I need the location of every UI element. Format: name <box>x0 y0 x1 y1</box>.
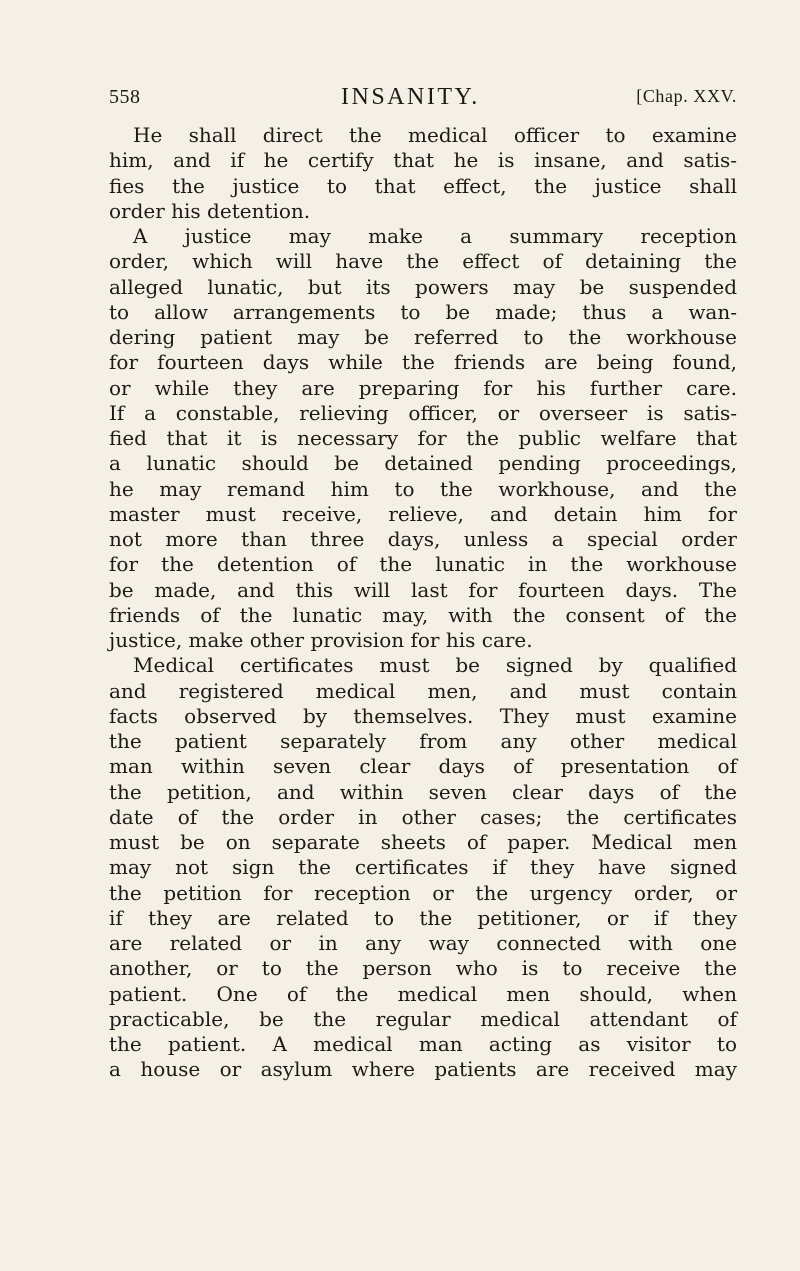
text-line: alleged lunatic, but its powers may be suspended <box>109 274 737 299</box>
text-line: a house or asylum where patients are received may <box>109 1057 737 1082</box>
text-line: fied that it is necessary for the public welfare that <box>109 426 737 450</box>
text-line: master must receive, relieve, and detain him for <box>109 501 737 526</box>
text-line: Medical certificates must be signed by qualified <box>133 653 737 678</box>
text-line: must be on separate sheets of paper. Medical men <box>109 830 737 854</box>
text-line: him, and if he certify that he is insane, and satis- <box>109 148 737 173</box>
text-line: facts observed by themselves. They must examine <box>109 703 737 728</box>
text-line: and registered medical men, and must contain <box>109 678 737 703</box>
running-title: INSANITY. <box>341 84 480 110</box>
text-line: date of the order in other cases; the certificates <box>109 804 737 829</box>
text-line: friends of the lunatic may, with the consent of the <box>109 602 737 627</box>
text-line: for fourteen days while the friends are being found, <box>109 350 737 375</box>
text-line: order, which will have the effect of detaining the <box>109 249 737 274</box>
text-line: the patient. A medical man acting as visitor to <box>109 1032 737 1056</box>
text-line: If a constable, relieving officer, or overseer is satis- <box>109 400 737 425</box>
page-header <box>109 86 737 116</box>
page-number: 558 <box>109 86 141 108</box>
text-line: practicable, be the regular medical attendant of <box>109 1006 737 1031</box>
body-text <box>109 123 737 1083</box>
text-line: the patient separately from any other medical <box>109 729 737 753</box>
text-line: justice, make other provision for his care. <box>109 628 533 652</box>
text-line: order his detention. <box>109 198 311 223</box>
text-line: not more than three days, unless a special order <box>109 527 737 551</box>
text-line: or while they are preparing for his further care. <box>109 375 737 400</box>
text-line: patient. One of the medical men should, when <box>109 981 737 1006</box>
text-line: He shall direct the medical officer to examine <box>133 123 737 147</box>
text-line: are related or in any way connected with one <box>109 931 737 955</box>
text-line: fies the justice to that effect, the justice shall <box>109 173 737 198</box>
text-line: A justice may make a summary reception <box>133 224 737 248</box>
text-line: a lunatic should be detained pending proceedings, <box>109 451 737 476</box>
text-line: to allow arrangements to be made; thus a wan- <box>109 299 737 324</box>
text-line: the petition, and within seven clear days of the <box>109 779 737 804</box>
text-line: the petition for reception or the urgency order, or <box>109 880 737 905</box>
text-line: if they are related to the petitioner, or if they <box>109 905 737 930</box>
text-line: for the detention of the lunatic in the workhouse <box>109 552 737 577</box>
text-line: dering patient may be referred to the workhouse <box>109 325 737 349</box>
chapter-reference: [Chap. XXV. <box>636 86 737 106</box>
text-line: another, or to the person who is to receive the <box>109 956 737 981</box>
text-line: be made, and this will last for fourteen days. The <box>109 577 737 602</box>
text-line: man within seven clear days of presentation of <box>109 754 737 779</box>
text-line: may not sign the certificates if they have signed <box>109 855 737 880</box>
text-line: he may remand him to the workhouse, and the <box>109 476 737 501</box>
